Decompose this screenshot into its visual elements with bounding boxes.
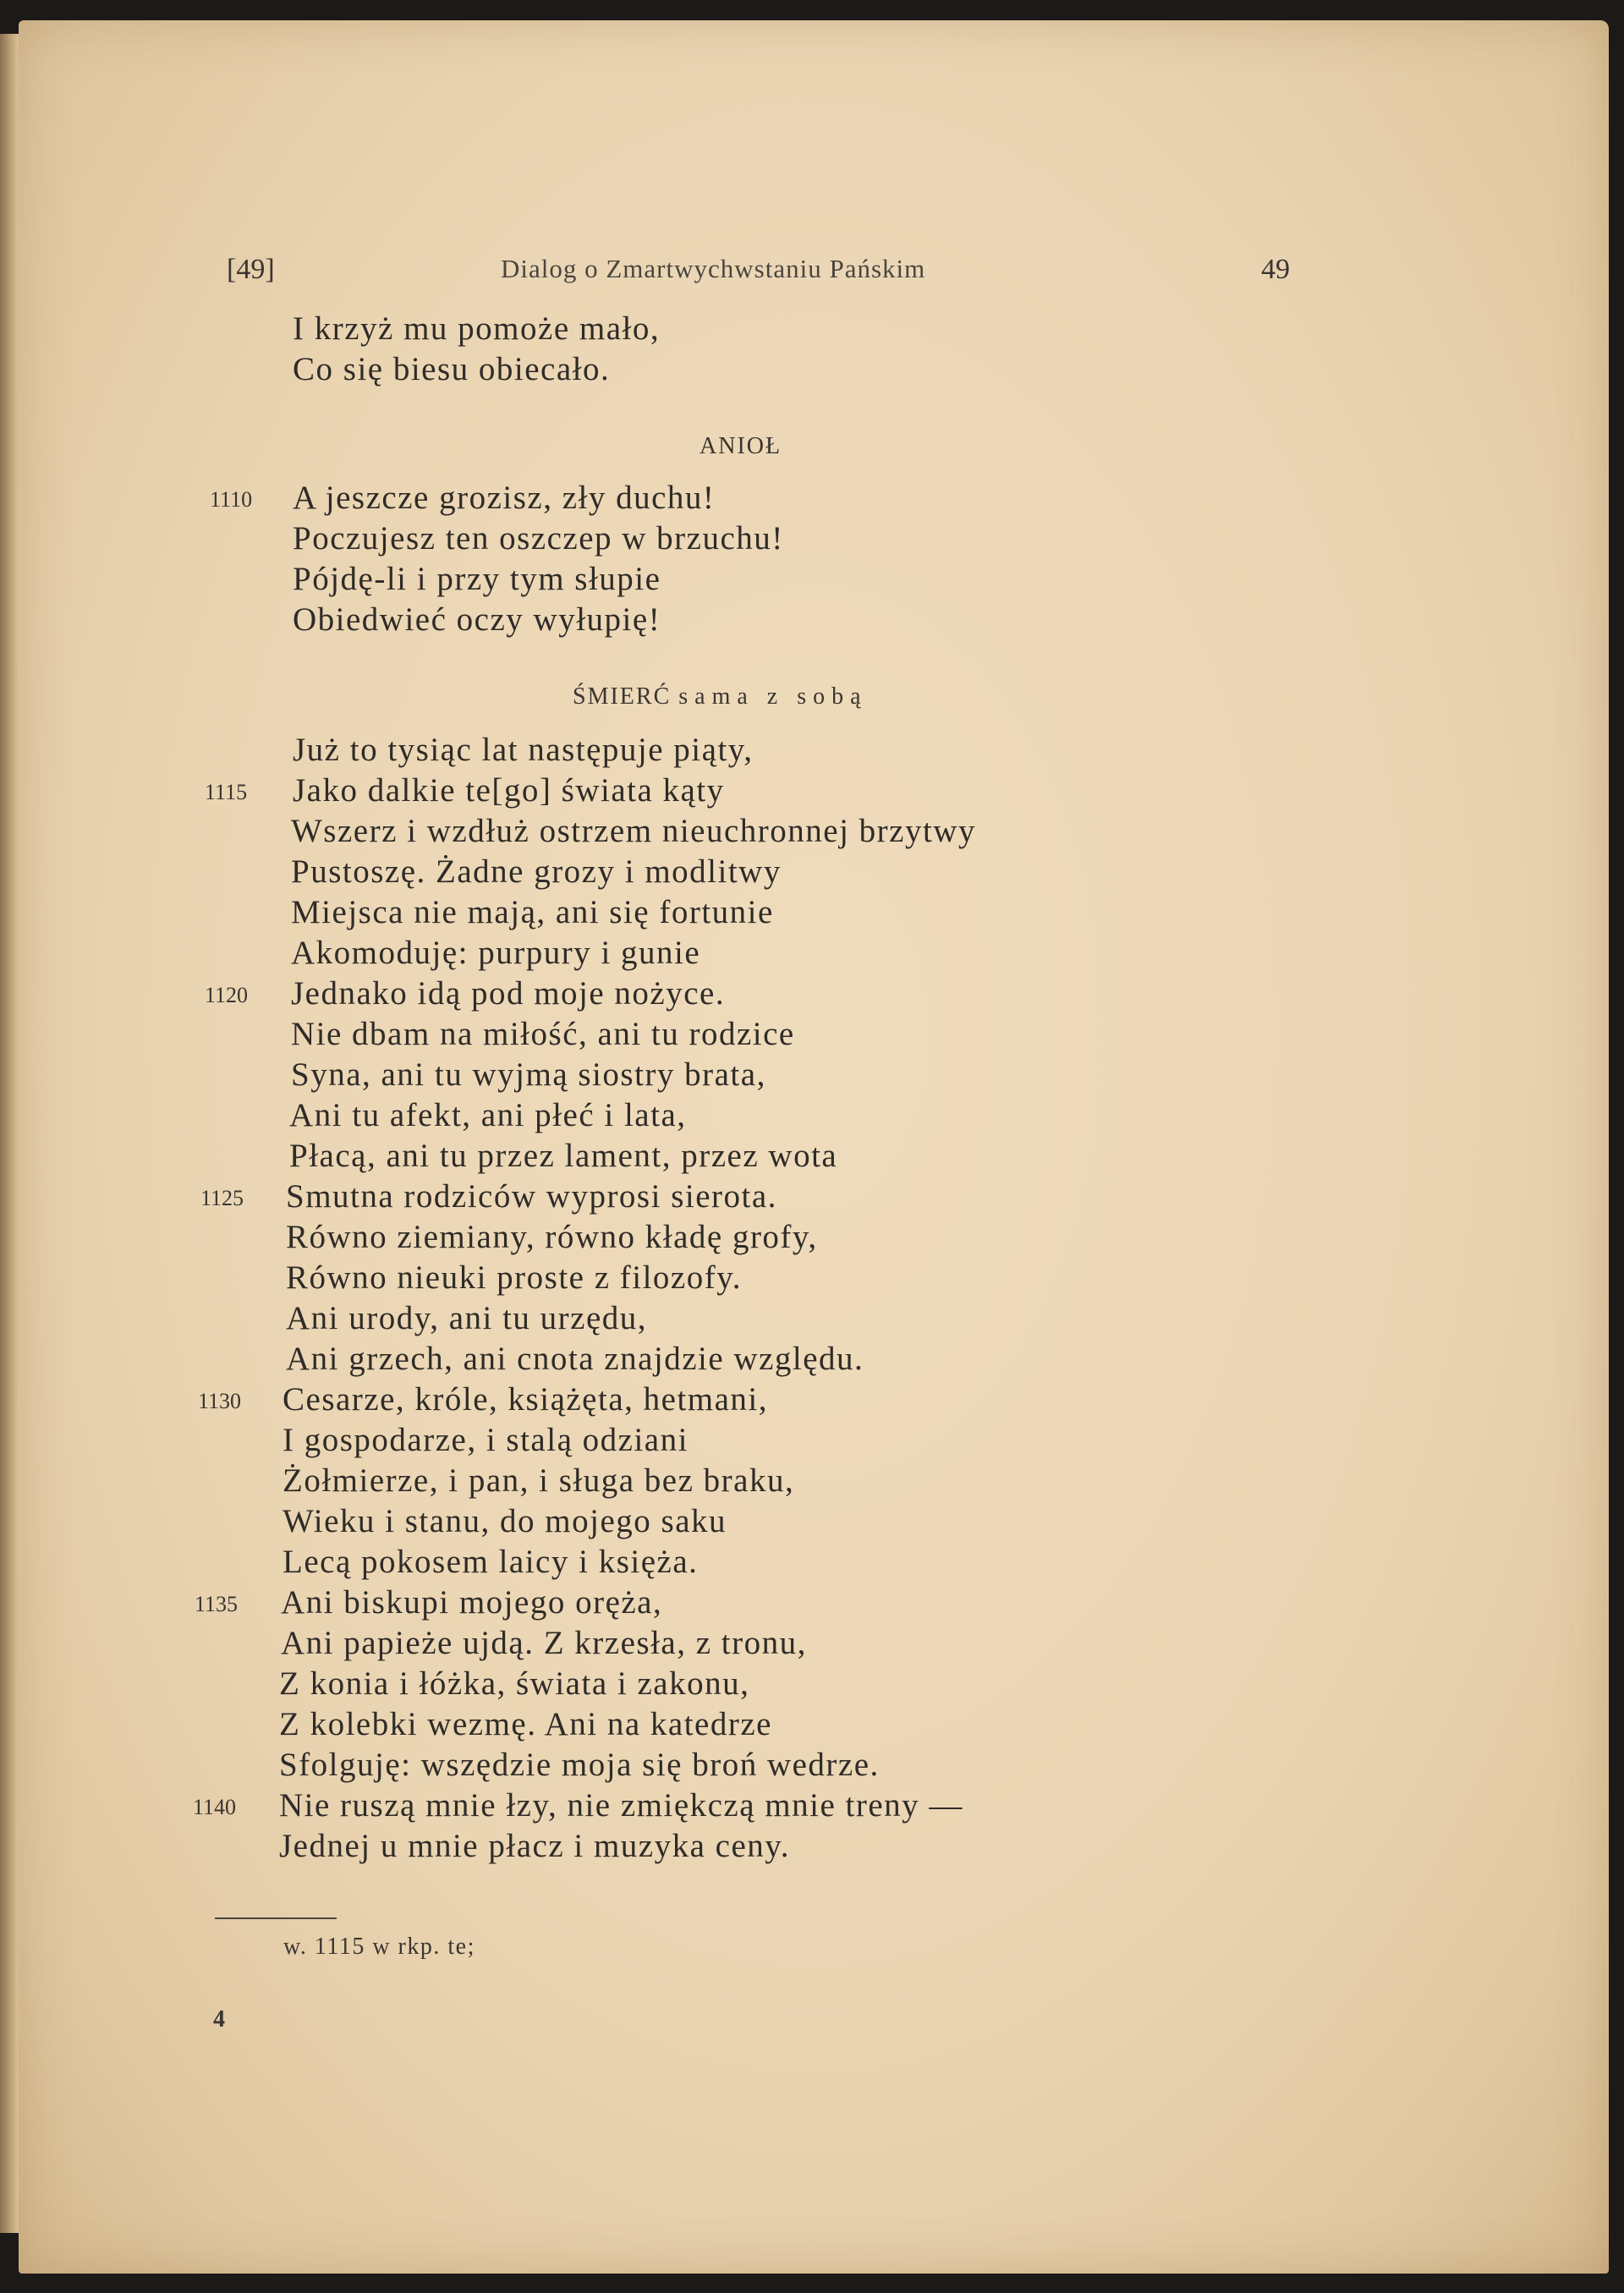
speaker-name: ANIOŁ xyxy=(700,433,782,459)
verse-line: Obiedwieć oczy wyłupię! xyxy=(293,601,661,638)
speaker-heading xyxy=(700,433,782,460)
verse-line: Z konia i łóżka, świata i zakonu, xyxy=(279,1665,750,1702)
verse-line: Cesarze, króle, książęta, hetmani, xyxy=(283,1381,769,1418)
verse-line: Miejsca nie mają, ani się fortunie xyxy=(291,894,774,930)
verse-line: Nie ruszą mnie łzy, nie zmiękczą mnie treny — xyxy=(279,1787,963,1824)
bracketed-page-number: [49] xyxy=(227,254,275,285)
verse-line: Pustoszę. Żadne grozy i modlitwy xyxy=(291,853,782,890)
verse-line: Wszerz i wzdłuż ostrzem nieuchronnej brzytwy xyxy=(291,813,976,849)
verse-line: Płacą, ani tu przez lament, przez wota xyxy=(289,1138,838,1174)
verse-line: Jednej u mnie płacz i muzyka ceny. xyxy=(279,1828,791,1864)
verse-line: Równo ziemiany, równo kładę grofy, xyxy=(286,1219,818,1255)
verse-line: Ani papieże ujdą. Z krzesła, z tronu, xyxy=(281,1625,807,1661)
verse-line: Ani grzech, ani cnota znajdzie względu. xyxy=(286,1341,864,1377)
running-title: Dialog o Zmartwychwstaniu Pańskim xyxy=(501,254,926,283)
verse-line: Co się biesu obiecało. xyxy=(293,351,611,387)
verse-line: Lecą pokosem laicy i księża. xyxy=(283,1544,699,1580)
verse-line: Już to tysiąc lat następuje piąty, xyxy=(293,732,754,768)
verse-line: A jeszcze grozisz, zły duchu! xyxy=(293,480,716,516)
verse-line: Syna, ani tu wyjmą siostry brata, xyxy=(291,1056,766,1093)
verse-line: Jednako idą pod moje nożyce. xyxy=(291,975,726,1012)
line-number: 1110 xyxy=(210,487,253,512)
verse-line: Z kolebki wezmę. Ani na katedrze xyxy=(279,1706,772,1742)
verse-line: Wieku i stanu, do mojego saku xyxy=(283,1503,727,1539)
page-number: 49 xyxy=(1261,254,1290,285)
speaker-heading xyxy=(573,683,868,710)
verse-line: Ani biskupi mojego oręża, xyxy=(281,1584,663,1621)
verse-line: Poczujesz ten oszczep w brzuchu! xyxy=(293,520,784,557)
verse-line: Smutna rodziców wyprosi sierota. xyxy=(286,1178,777,1215)
verse-line: Jako dalkie te[go] świata kąty xyxy=(293,772,725,809)
line-number: 1115 xyxy=(205,780,248,804)
verse-line: I gospodarze, i stalą odziani xyxy=(283,1422,689,1458)
verse-line: I krzyż mu pomoże mało, xyxy=(293,310,661,347)
verse-line: Równo nieuki proste z filozofy. xyxy=(286,1259,742,1296)
line-number: 1140 xyxy=(193,1795,237,1819)
line-number: 1135 xyxy=(195,1592,239,1616)
footnote: w. 1115 w rkp. te; xyxy=(283,1934,475,1960)
verse-line: Sfolguję: wszędzie moja się broń wedrze. xyxy=(279,1747,880,1783)
verse-line: Pójdę-li i przy tym słupie xyxy=(293,561,661,597)
line-number: 1130 xyxy=(198,1389,242,1413)
verse-line: Ani tu afekt, ani płeć i lata, xyxy=(289,1097,687,1133)
line-number: 1120 xyxy=(205,983,249,1007)
footnote-rule xyxy=(215,1917,337,1919)
verse-line: Akomoduję: purpury i gunie xyxy=(291,935,701,971)
book-page xyxy=(19,20,1609,2274)
verse-line: Nie dbam na miłość, ani tu rodzice xyxy=(291,1016,795,1052)
line-number: 1125 xyxy=(200,1186,244,1210)
stage-direction: sama z sobą xyxy=(678,683,868,710)
signature-mark: 4 xyxy=(213,2006,225,2032)
verse-line: Ani urody, ani tu urzędu, xyxy=(286,1300,648,1336)
verse-line: Żołmierze, i pan, i sługa bez braku, xyxy=(283,1462,795,1499)
speaker-name: ŚMIERĆ xyxy=(573,683,672,710)
